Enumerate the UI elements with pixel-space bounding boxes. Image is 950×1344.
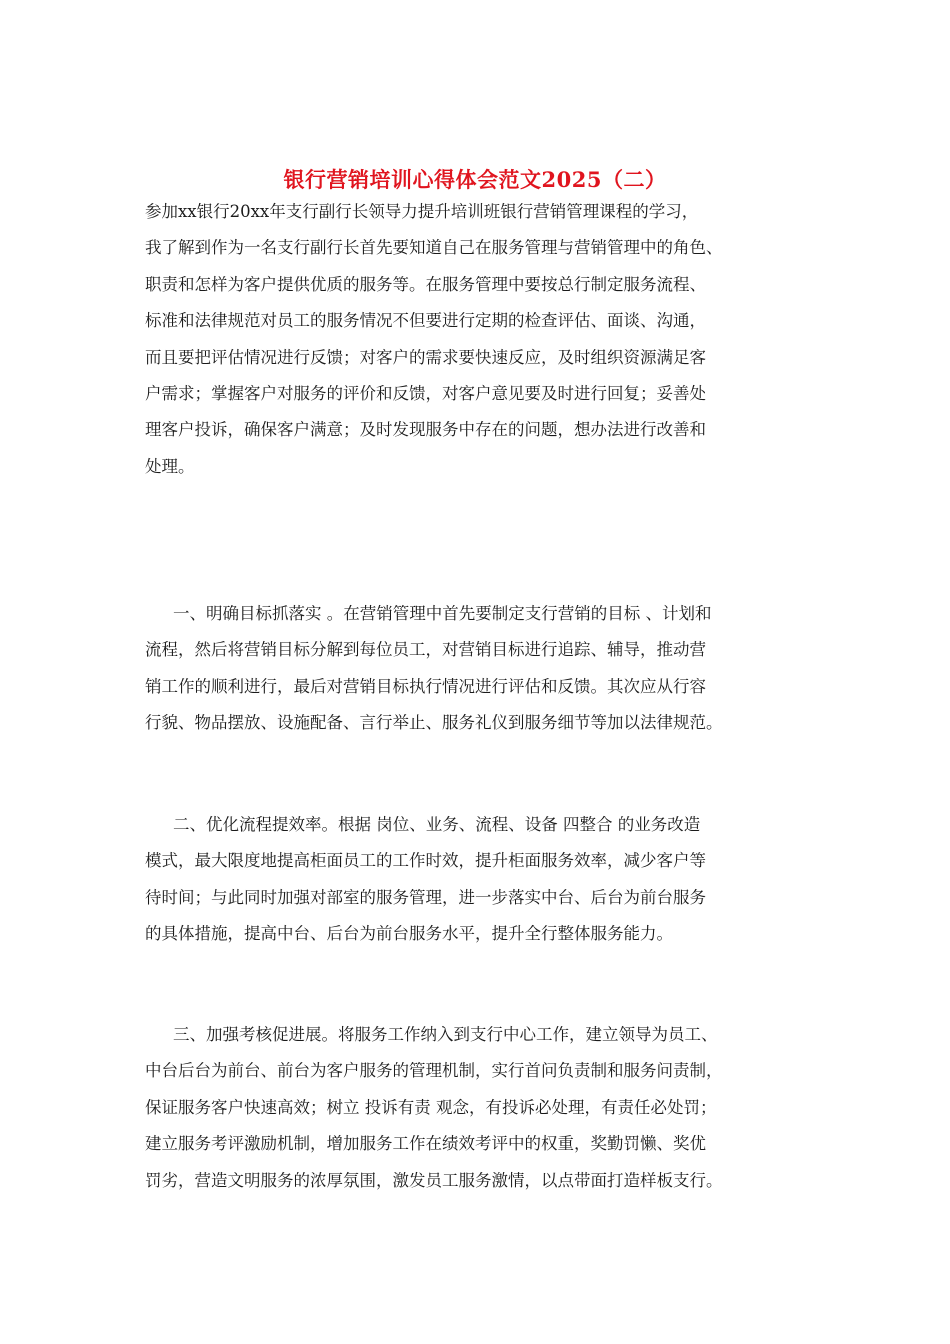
section-one-paragraph [145, 596, 811, 742]
text-line: 待时间；与此同时加强对部室的服务管理，进一步落实中台、后台为前台服务 [145, 887, 706, 907]
text-line: 建立服务考评激励机制，增加服务工作在绩效考评中的权重，奖勤罚懒、奖优 [145, 1134, 706, 1154]
text-line: 模式，最大限度地提高柜面员工的工作时效，提升柜面服务效率，减少客户等 [145, 851, 706, 871]
text-line: 三、加强考核促进展。将服务工作纳入到支行中心工作，建立领导为员工、 [173, 1025, 718, 1044]
text-line: 职责和怎样为客户提供优质的服务等。在服务管理中要按总行制定服务流程、 [145, 274, 706, 294]
text-line: 户需求；掌握客户对服务的评价和反馈，对客户意见要及时进行回复；妥善处 [145, 384, 706, 404]
text-line: 标准和法律规范对员工的服务情况不但要进行定期的检查评估、面谈、沟通， [145, 311, 706, 331]
text-line: 理客户投诉，确保客户满意；及时发现服务中存在的问题，想办法进行改善和 [145, 420, 706, 440]
text-line: 销工作的顺利进行，最后对营销目标执行情况进行评估和反馈。其次应从行容 [145, 676, 706, 696]
text-line: 中台后台为前台、前台为客户服务的管理机制，实行首问负责制和服务问责制， [145, 1061, 723, 1081]
text-line: 我了解到作为一名支行副行长首先要知道自己在服务管理与营销管理中的角色、 [145, 238, 723, 258]
section-three-paragraph [145, 1017, 811, 1199]
text-line: 保证服务客户快速高效；树立 投诉有责 观念，有投诉必处理，有责任必处罚； [145, 1097, 717, 1117]
text-line: 处理。 [145, 456, 195, 476]
intro-paragraph [145, 194, 811, 485]
text-line: 的具体措施，提高中台、后台为前台服务水平，提升全行整体服务能力。 [145, 924, 673, 944]
text-line: 行貌、物品摆放、设施配备、言行举止、服务礼仪到服务细节等加以法律规范。 [145, 713, 723, 733]
document-title: 银行营销培训心得体会范文2025（二） [283, 167, 667, 193]
text-line: 流程，然后将营销目标分解到每位员工，对营销目标进行追踪、辅导，推动营 [145, 640, 706, 660]
text-line: 二、优化流程提效率。根据 岗位、业务、流程、设备 四整合 的业务改造 [173, 815, 701, 834]
text-line: 一、明确目标抓落实 。在营销管理中首先要制定支行营销的目标 、计划和 [173, 604, 712, 623]
text-line: 参加xx银行20xx年支行副行长领导力提升培训班银行营销管理课程的学习， [145, 202, 699, 221]
text-line: 而且要把评估情况进行反馈；对客户的需求要快速反应，及时组织资源满足客 [145, 347, 706, 367]
section-two-paragraph [145, 807, 811, 953]
text-line: 罚劣，营造文明服务的浓厚氛围，激发员工服务激情，以点带面打造样板支行。 [145, 1170, 723, 1190]
